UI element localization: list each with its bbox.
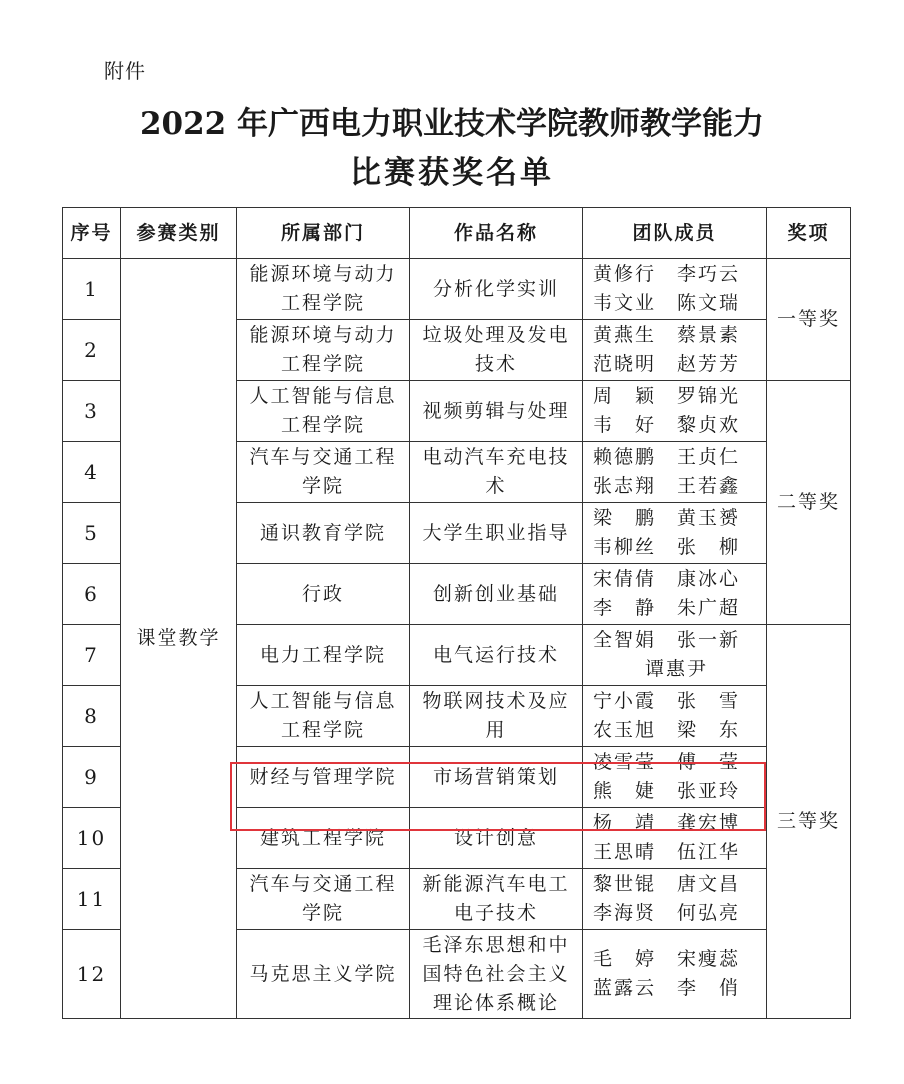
table-header-row (63, 208, 851, 259)
row-no: 10 (63, 808, 121, 869)
row-no: 9 (63, 747, 121, 808)
attachment-label: 附件 (104, 59, 146, 83)
members-line-1: 宋倩倩 康冰心 (593, 568, 741, 590)
work-cell: 毛泽东思想和中国特色社会主义理论体系概论 (410, 930, 583, 1019)
work-cell: 电动汽车充电技术 (410, 442, 583, 503)
members-line-1: 黄燕生 蔡景素 (593, 324, 741, 346)
members-line-1: 宁小霞 张 雪 (593, 690, 741, 712)
work-cell: 设计创意 (410, 808, 583, 869)
members-line-2: 熊 婕 张亚玲 (593, 780, 741, 802)
header-no: 序号 (63, 208, 121, 259)
members-line-1: 毛 婷 宋瘦蕊 (593, 948, 741, 970)
award-second-prize: 二等奖 (767, 381, 851, 625)
department-cell: 电力工程学院 (237, 625, 410, 686)
work-cell: 新能源汽车电工电子技术 (410, 869, 583, 930)
members-cell (583, 869, 767, 930)
members-cell (583, 381, 767, 442)
department-cell: 人工智能与信息工程学院 (237, 686, 410, 747)
work-cell: 创新创业基础 (410, 564, 583, 625)
members-cell (583, 747, 767, 808)
members-line-1: 杨 靖 龚宏博 (593, 812, 741, 834)
document-title-line-2: 比赛获奖名单 (350, 155, 554, 191)
members-line-2: 韦柳丝 张 柳 (593, 536, 741, 558)
members-line-1: 周 颖 罗锦光 (593, 385, 741, 407)
members-line-2: 韦文业 陈文瑞 (593, 292, 741, 314)
members-line-2: 韦 好 黎贞欢 (593, 414, 741, 436)
work-cell: 物联网技术及应用 (410, 686, 583, 747)
work-cell: 大学生职业指导 (410, 503, 583, 564)
members-line-2: 范晓明 赵芳芳 (593, 353, 741, 375)
award-first-prize: 一等奖 (767, 259, 851, 381)
members-line-2: 蓝露云 李 俏 (593, 977, 741, 999)
members-line-2: 张志翔 王若鑫 (593, 475, 741, 497)
department-cell: 汽车与交通工程学院 (237, 869, 410, 930)
members-line-2: 谭惠尹 (644, 658, 708, 680)
row-no: 2 (63, 320, 121, 381)
members-line-2: 王思晴 伍江华 (593, 841, 741, 863)
members-line-1: 黎世锟 唐文昌 (593, 873, 741, 895)
members-cell (583, 564, 767, 625)
department-cell: 汽车与交通工程学院 (237, 442, 410, 503)
department-cell: 能源环境与动力工程学院 (237, 320, 410, 381)
row-no: 4 (63, 442, 121, 503)
document-title-line-1: 2022 年广西电力职业技术学院教师教学能力 (139, 106, 765, 142)
members-cell (583, 808, 767, 869)
members-cell (583, 503, 767, 564)
header-category: 参赛类别 (121, 208, 237, 259)
work-cell: 分析化学实训 (410, 259, 583, 320)
members-line-2: 李海贤 何弘亮 (593, 902, 741, 924)
members-line-1: 赖德鹏 王贞仁 (593, 446, 741, 468)
members-cell (583, 930, 767, 1019)
department-cell: 能源环境与动力工程学院 (237, 259, 410, 320)
row-no: 6 (63, 564, 121, 625)
department-cell: 人工智能与信息工程学院 (237, 381, 410, 442)
work-cell: 市场营销策划 (410, 747, 583, 808)
department-cell: 通识教育学院 (237, 503, 410, 564)
members-cell (583, 442, 767, 503)
members-line-1: 黄修行 李巧云 (593, 263, 741, 285)
award-third-prize: 三等奖 (767, 625, 851, 1019)
members-line-2: 农玉旭 梁 东 (593, 719, 741, 741)
members-line-1: 梁 鹏 黄玉赟 (593, 507, 741, 529)
department-cell: 财经与管理学院 (237, 747, 410, 808)
members-line-2: 李 静 朱广超 (593, 597, 741, 619)
work-cell: 电气运行技术 (410, 625, 583, 686)
members-cell (583, 625, 767, 686)
department-cell: 建筑工程学院 (237, 808, 410, 869)
row-no: 12 (63, 930, 121, 1019)
table-row (63, 259, 851, 320)
members-cell (583, 259, 767, 320)
row-no: 5 (63, 503, 121, 564)
members-cell (583, 320, 767, 381)
members-line-1: 全智娟 张一新 (593, 629, 741, 651)
header-work: 作品名称 (410, 208, 583, 259)
department-cell: 行政 (237, 564, 410, 625)
work-cell: 垃圾处理及发电技术 (410, 320, 583, 381)
header-members: 团队成员 (583, 208, 767, 259)
header-department: 所属部门 (237, 208, 410, 259)
work-cell: 视频剪辑与处理 (410, 381, 583, 442)
header-award: 奖项 (767, 208, 851, 259)
members-cell (583, 686, 767, 747)
row-no: 11 (63, 869, 121, 930)
category-cell: 课堂教学 (121, 259, 237, 1019)
department-cell: 马克思主义学院 (237, 930, 410, 1019)
award-list-table (62, 207, 851, 1019)
row-no: 1 (63, 259, 121, 320)
row-no: 8 (63, 686, 121, 747)
row-no: 3 (63, 381, 121, 442)
members-line-1: 凌雪莹 傅 莹 (593, 751, 741, 773)
row-no: 7 (63, 625, 121, 686)
